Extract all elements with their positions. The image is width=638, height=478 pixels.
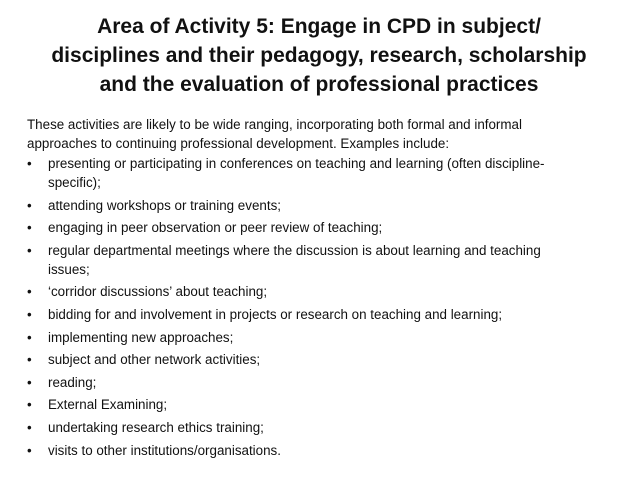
list-item xyxy=(0,328,638,347)
list-item-text: External Examining; xyxy=(48,397,168,413)
list-item xyxy=(0,241,638,279)
intro-line: approaches to continuing professional development. Examples include: xyxy=(27,136,450,151)
bullet-icon: • xyxy=(27,197,32,213)
bullet-icon: • xyxy=(27,242,32,258)
list-item xyxy=(0,282,638,301)
bullet-icon: • xyxy=(27,352,32,368)
intro-paragraph xyxy=(27,115,617,153)
list-item-text: implementing new approaches; xyxy=(48,329,234,345)
bullet-icon: • xyxy=(27,397,32,413)
bullet-icon: • xyxy=(27,419,32,435)
list-item-text: undertaking research ethics training; xyxy=(48,419,264,435)
intro-line: These activities are likely to be wide ranging, incorporating both formal and informal xyxy=(27,117,522,132)
list-item xyxy=(0,395,638,414)
list-item-text: issues; xyxy=(48,261,90,277)
list-item xyxy=(0,154,638,192)
bullet-icon: • xyxy=(27,284,32,300)
bullet-icon: • xyxy=(27,156,32,171)
list-item-text: regular departmental meetings where the discussion is about learning and teaching xyxy=(48,242,541,258)
list-item-text: attending workshops or training events; xyxy=(48,197,281,213)
list-item xyxy=(0,373,638,392)
list-item xyxy=(0,218,638,237)
title-line: Area of Activity 5: Engage in CPD in subject/ xyxy=(97,15,541,38)
title-line: disciplines and their pedagogy, research, scholarship xyxy=(51,44,587,67)
list-item-text: specific); xyxy=(48,175,101,190)
list-item xyxy=(0,418,638,437)
list-item-text: bidding for and involvement in projects or research on teaching and learning; xyxy=(48,306,503,322)
list-item-text: subject and other network activities; xyxy=(48,352,261,368)
list-item xyxy=(0,305,638,324)
bullet-icon: • xyxy=(27,442,32,458)
bullet-icon: • xyxy=(27,220,32,236)
list-item xyxy=(0,441,638,460)
list-item-text: engaging in peer observation or peer review of teaching; xyxy=(48,220,383,236)
list-item xyxy=(0,196,638,215)
list-item-text: presenting or participating in conferences on teaching and learning (often discipline- xyxy=(48,156,545,171)
examples-list xyxy=(0,154,638,463)
bullet-icon: • xyxy=(27,374,32,390)
slide-title xyxy=(20,12,618,99)
list-item xyxy=(0,350,638,369)
bullet-icon: • xyxy=(27,306,32,322)
list-item-text: ‘corridor discussions’ about teaching; xyxy=(48,284,268,300)
bullet-icon: • xyxy=(27,329,32,345)
title-line: and the evaluation of professional practices xyxy=(99,73,539,96)
list-item-text: visits to other institutions/organisations. xyxy=(48,442,281,458)
list-item-text: reading; xyxy=(48,374,97,390)
